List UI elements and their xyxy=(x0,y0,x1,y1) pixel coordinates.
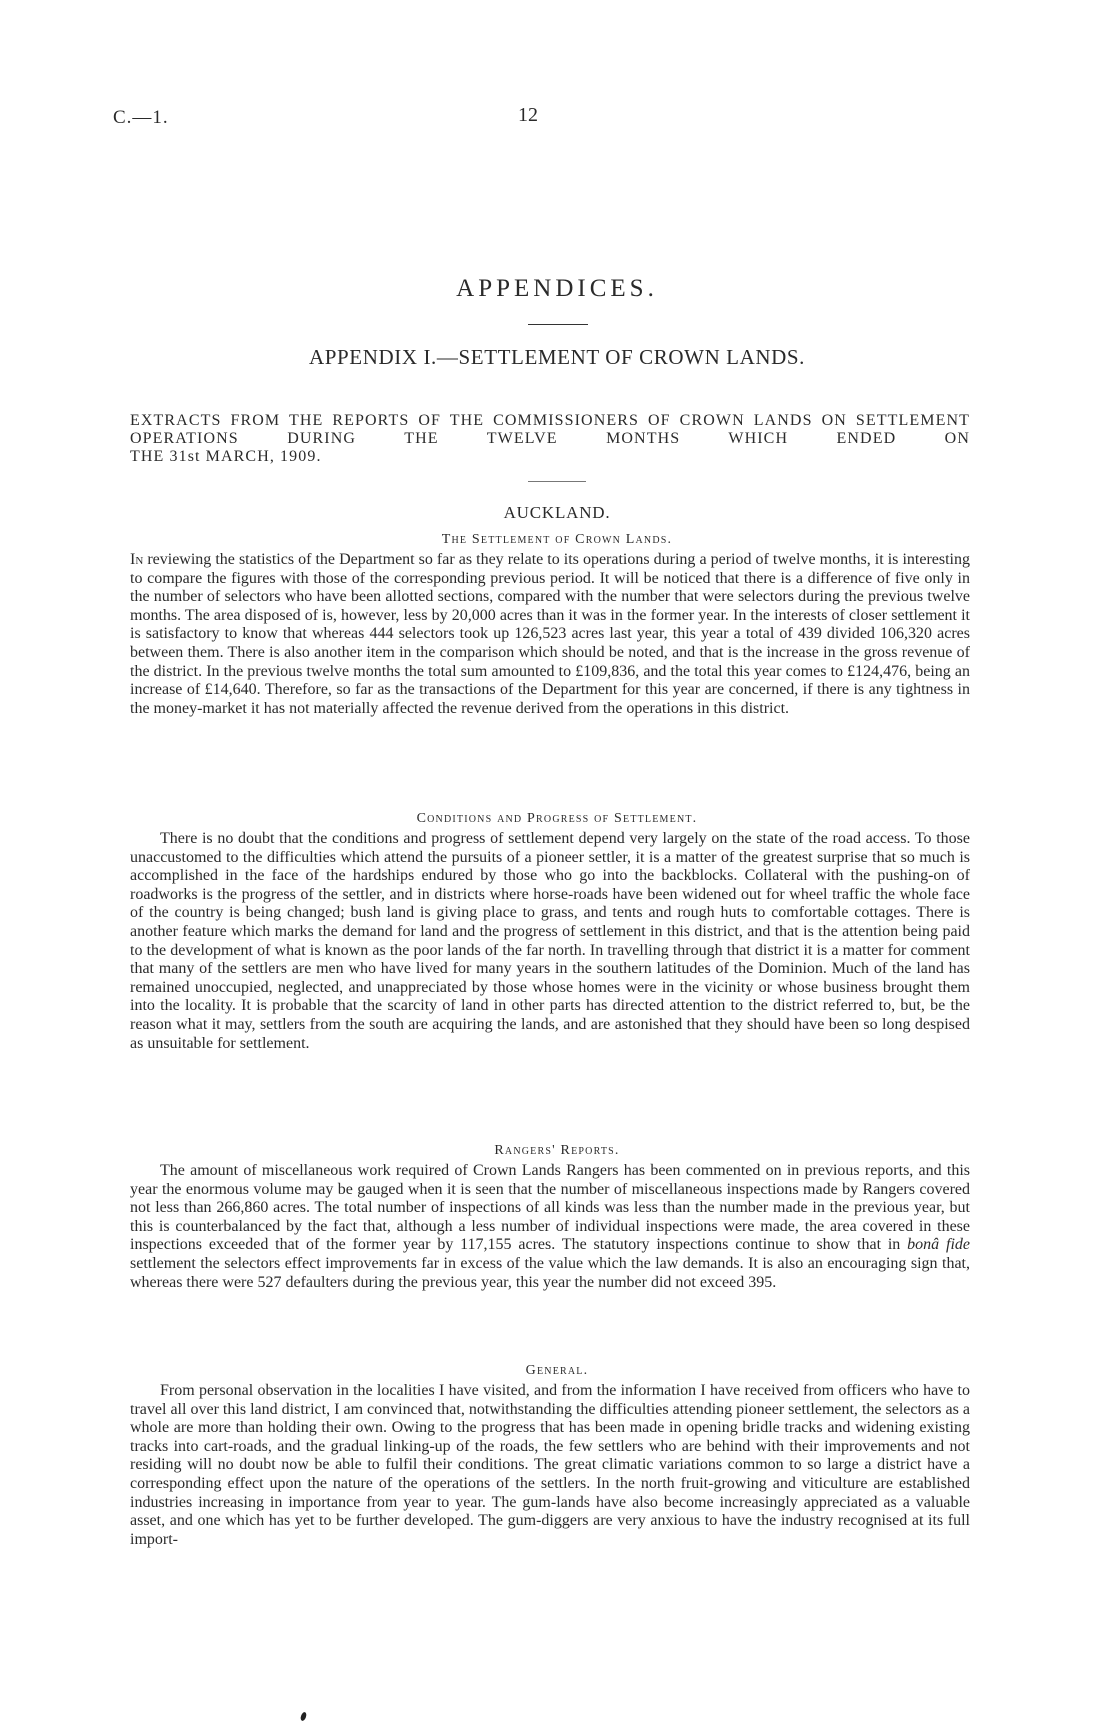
page-title: APPENDICES. xyxy=(456,275,658,302)
paragraph xyxy=(130,551,970,718)
section-body-conditions xyxy=(130,830,970,1053)
paragraph-opening: In xyxy=(130,551,144,568)
paragraph-text: reviewing the statistics of the Department so far as they relate to its operations during a period of twelve months, it is interesting to compare the figures with those of the corresponding previous period. It will be noticed that there is a difference of five only in the number of selectors who have been allotted sections, compared with the number that were selectors during the previous twelve months. The area disposed of is, however, less by 20,000 acres than it was in the former year. In the interests of closer settlement it is satisfactory to know that whereas 444 selectors took up 126,523 acres last year, this year a total of 439 divided 106,320 acres between them. There is also another item in the comparison which should be noted, and that is the increase in the gross revenue of the district. In the previous twelve months the total sum amounted to £109,836, and the total this year comes to £124,476, being an increase of £14,640. Therefore, so far as the transactions of the Department for this year are concerned, if there is any tightness in the money-market it has not materially affected the revenue derived from the operations in this district. xyxy=(130,551,970,717)
paragraph: From personal observation in the localities I have visited, and from the information I have received from officers who have to travel all over this land district, I am convinced that, notwithstanding the difficulties attending pioneer settlement, the selectors as a whole are more than holding their own. Owing to the progress that has been made in opening bridle tracks and widening existing tracks into cart-roads, and the gradual linking-up of the roads, the few settlers who are behind with their improvements and not residing will no doubt now be able to fulfil their conditions. The great climatic variations common to so large a district have a corresponding effect upon the nature of the operations of the settlers. In the north fruit-growing and viticulture are established industries increasing in importance from year to year. The gum-lands have also become increasingly appreciated as a valuable asset, and one which has yet to be further developed. The gum-diggers are very anxious to have the industry recognised at its full import- xyxy=(130,1382,970,1548)
italic-term: bonâ fide xyxy=(907,1236,970,1254)
paragraph-text: The amount of miscellaneous work required of Crown Lands Rangers has been commented on in previous reports, and this year the enormous volume may be gauged when it is seen that the number of miscellaneous inspections made by Rangers covered not less than 266,860 acres. The total number of inspections of all kinds was less than the number made in the previous year, but this is counterbalanced by the fact that, although a less number of individual inspections were made, the area covered in these inspections exceeded that of the former year by 117,155 acres. The statutory inspections continue to show that in xyxy=(130,1162,970,1254)
section-divider xyxy=(528,481,586,482)
paragraph xyxy=(130,1162,970,1292)
section-heading-conditions: Conditions and Progress of Settlement. xyxy=(416,811,698,826)
report-reference: C.—1. xyxy=(113,107,169,128)
page-number: 12 xyxy=(518,104,538,126)
section-heading-rangers: Rangers' Reports. xyxy=(494,1143,620,1158)
section-heading-settlement: The Settlement of Crown Lands. xyxy=(441,532,673,547)
extracts-heading-line2: THE 31st MARCH, 1909. xyxy=(130,448,322,465)
paragraph-text-continued: settlement the selectors effect improvements far in excess of the value which the law demands. It is also an encouraging sign that, whereas there were 527 defaulters during the previous year, this year the number did not exceed 395. xyxy=(130,1254,970,1291)
title-divider xyxy=(528,324,588,325)
section-body-settlement xyxy=(130,551,970,718)
paragraph: There is no doubt that the conditions and progress of settlement depend very largely on the state of the road access. To those unaccustomed to the difficulties which attend the pursuits of a pioneer settler, it is a matter of the greatest surprise that so much is accomplished in the face of the hardships endured by those who go into the backblocks. Collateral with the pushing-on of roadworks is the progress of the settler, and in districts where horse-roads have been widened out for wheel traffic the whole face of the country is being changed; bush land is giving place to grass, and tents and rough huts to comfortable cottages. There is another feature which marks the demand for land and the progress of settlement in this district, and that is the attention being paid to the development of what is known as the poor lands of the far north. In travelling through that district it is a matter for comment that many of the settlers are men who have lived for many years in the southern latitudes of the Dominion. Much of the land has remained unoccupied, neglected, and unappreciated by those whose homes were in the vicinity or whose business brought them into the locality. It is probable that the scarcity of land in other parts has directed attention to the district referred to, but, be the reason what it may, settlers from the south are acquiring the lands, and are astonished that they should have been so long despised as unsuitable for settlement. xyxy=(130,830,970,1052)
section-heading-general: General. xyxy=(525,1363,589,1378)
district-heading: AUCKLAND. xyxy=(503,503,611,522)
extracts-heading xyxy=(130,412,970,466)
extracts-heading-line1: EXTRACTS FROM THE REPORTS OF THE COMMISSIONERS OF CROWN LANDS ON SETTLEMENT OPERATIONS DURING THE TWELVE MONTHS WHICH ENDED ON xyxy=(130,412,970,447)
section-body-rangers xyxy=(130,1162,970,1292)
ink-mark xyxy=(300,1711,308,1721)
section-body-general xyxy=(130,1382,970,1549)
appendix-heading: APPENDIX I.—SETTLEMENT OF CROWN LANDS. xyxy=(308,345,806,369)
